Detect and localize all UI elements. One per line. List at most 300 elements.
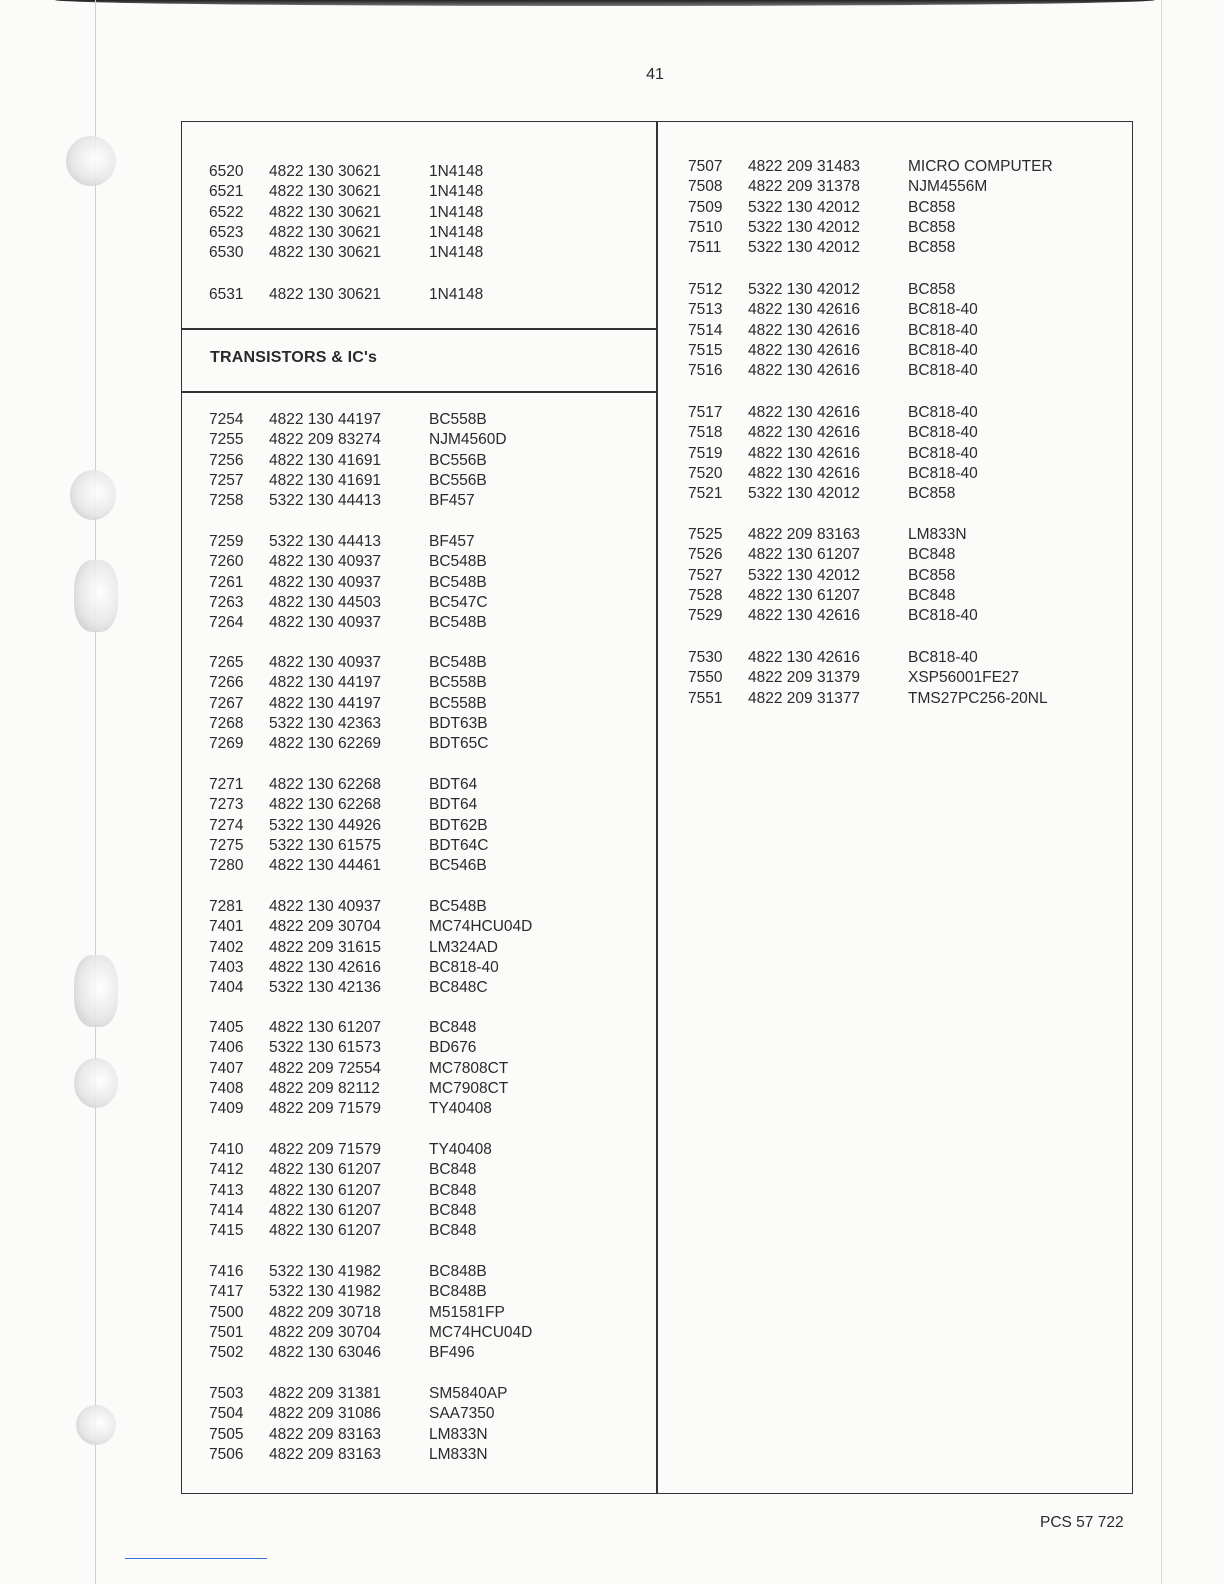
part-type: TMS27PC256-20NL — [908, 689, 1048, 707]
position-number: 7412 — [209, 1161, 244, 1179]
part-row — [209, 182, 483, 202]
part-code: 4822 209 31615 — [269, 938, 382, 956]
position-number: 7415 — [209, 1222, 244, 1240]
part-row — [688, 525, 978, 545]
part-type: BC858 — [908, 198, 956, 216]
position-number: 7530 — [688, 649, 723, 666]
page-number: 41 — [646, 66, 664, 83]
part-code: 4822 130 42616 — [269, 958, 382, 976]
position-number: 7521 — [688, 485, 723, 503]
part-type: BDT65C — [429, 735, 489, 753]
section-rule-top — [181, 328, 656, 330]
position-number: 7413 — [209, 1181, 244, 1199]
part-type: MC74HCU04D — [429, 918, 533, 936]
part-code: 4822 130 62268 — [269, 796, 382, 814]
part-row — [209, 856, 488, 876]
part-type: SM5840AP — [429, 1385, 508, 1402]
part-row — [209, 491, 507, 511]
position-number: 7263 — [209, 593, 244, 611]
part-type: 1N4148 — [429, 163, 484, 180]
part-row — [209, 532, 488, 552]
part-row — [209, 1099, 508, 1119]
part-code: 5322 130 42012 — [748, 566, 861, 584]
part-type: M51581FP — [429, 1303, 505, 1321]
position-number: 7264 — [209, 614, 244, 632]
part-row — [209, 917, 532, 937]
part-row — [688, 361, 978, 381]
part-code: 4822 209 31086 — [269, 1405, 382, 1423]
part-row — [209, 938, 532, 958]
position-number: 7401 — [209, 918, 244, 936]
part-row — [688, 668, 1048, 688]
position-number: 7403 — [209, 958, 244, 976]
part-type: MICRO COMPUTER — [908, 158, 1053, 175]
position-number: 7274 — [209, 816, 244, 834]
position-number: 7405 — [209, 1019, 244, 1036]
part-code: 4822 130 40937 — [269, 553, 382, 571]
position-number: 7509 — [688, 198, 723, 216]
position-number: 7269 — [209, 735, 244, 753]
parts-group — [209, 897, 532, 998]
part-code: 4822 130 44503 — [269, 593, 382, 611]
part-row — [688, 280, 978, 300]
part-code: 4822 209 31381 — [269, 1385, 382, 1402]
part-type: BC548B — [429, 573, 487, 591]
parts-group — [209, 1262, 532, 1363]
part-row — [688, 177, 1053, 197]
parts-group — [688, 157, 1053, 258]
part-code: 4822 130 40937 — [269, 654, 382, 671]
part-type: BC546B — [429, 857, 487, 875]
part-type: BDT62B — [429, 816, 488, 834]
part-type: LM833N — [908, 526, 967, 543]
part-row — [688, 218, 1053, 238]
part-type: BC818-40 — [908, 464, 978, 482]
part-type: BDT64C — [429, 836, 489, 854]
position-number: 7409 — [209, 1100, 244, 1118]
position-number: 7500 — [209, 1303, 244, 1321]
position-number: 7273 — [209, 796, 244, 814]
top-edge-shadow — [55, 0, 1155, 6]
part-row — [209, 1221, 492, 1241]
part-code: 4822 130 42616 — [748, 404, 861, 421]
position-number: 6521 — [209, 183, 244, 201]
part-row — [209, 1262, 532, 1282]
part-type: 1N4148 — [429, 244, 484, 262]
position-number: 7267 — [209, 694, 244, 712]
part-type: BC848B — [429, 1283, 487, 1301]
part-code: 4822 130 30621 — [269, 183, 382, 201]
part-code: 4822 130 30621 — [269, 223, 382, 241]
position-number: 7510 — [688, 218, 723, 236]
part-code: 4822 130 63046 — [269, 1344, 382, 1362]
position-number: 7507 — [688, 158, 723, 175]
part-type: BC548B — [429, 553, 487, 571]
part-code: 4822 209 72554 — [269, 1059, 382, 1077]
position-number: 7275 — [209, 836, 244, 854]
part-code: 4822 130 42616 — [748, 424, 861, 442]
binder-margin-line — [95, 0, 96, 1584]
part-code: 4822 209 71579 — [269, 1141, 382, 1158]
part-row — [209, 694, 488, 714]
part-type: 1N4148 — [429, 286, 484, 303]
position-number: 7402 — [209, 938, 244, 956]
position-number: 7503 — [209, 1385, 244, 1402]
part-type: BF457 — [429, 492, 475, 510]
punch-hole — [74, 560, 118, 632]
part-type: MC7808CT — [429, 1059, 509, 1077]
part-type: BC858 — [908, 281, 956, 298]
part-row — [209, 1018, 508, 1038]
part-row — [209, 1404, 507, 1424]
position-number: 7529 — [688, 607, 723, 625]
part-type: BC848C — [429, 979, 488, 997]
position-number: 7255 — [209, 431, 244, 449]
parts-group — [209, 285, 483, 305]
part-row — [209, 958, 532, 978]
part-type: BC558B — [429, 694, 487, 712]
part-code: 4822 209 83163 — [269, 1445, 382, 1463]
part-row — [209, 775, 488, 795]
part-code: 4822 130 42616 — [748, 362, 861, 380]
position-number: 7519 — [688, 444, 723, 462]
part-type: TY40408 — [429, 1100, 492, 1118]
part-code: 5322 130 44926 — [269, 816, 382, 834]
part-code: 5322 130 44413 — [269, 492, 382, 510]
position-number: 7410 — [209, 1141, 244, 1158]
part-type: NJM4556M — [908, 178, 988, 196]
part-row — [688, 648, 1048, 668]
part-type: BC858 — [908, 566, 956, 584]
part-code: 4822 209 31483 — [748, 158, 861, 175]
part-row — [209, 795, 488, 815]
part-type: BC818-40 — [908, 424, 978, 442]
part-code: 4822 130 40937 — [269, 614, 382, 632]
part-type: BC818-40 — [908, 301, 978, 319]
position-number: 7254 — [209, 411, 244, 428]
part-code: 4822 209 31378 — [748, 178, 861, 196]
part-code: 4822 130 44197 — [269, 674, 382, 692]
part-code: 5322 130 42012 — [748, 198, 861, 216]
parts-group — [209, 1140, 492, 1241]
part-row — [209, 836, 488, 856]
position-number: 7268 — [209, 714, 244, 732]
part-code: 4822 130 61207 — [748, 586, 861, 604]
position-number: 7271 — [209, 776, 244, 793]
part-type: BDT64 — [429, 776, 478, 793]
part-code: 4822 209 83274 — [269, 431, 382, 449]
part-code: 4822 130 40937 — [269, 573, 382, 591]
part-code: 5322 130 42012 — [748, 239, 861, 257]
part-code: 5322 130 41982 — [269, 1283, 382, 1301]
part-row — [209, 1038, 508, 1058]
part-code: 5322 130 44413 — [269, 533, 382, 550]
position-number: 7526 — [688, 546, 723, 564]
position-number: 7256 — [209, 451, 244, 469]
part-type: BC818-40 — [908, 444, 978, 462]
part-row — [209, 593, 488, 613]
parts-group — [688, 648, 1048, 709]
part-type: 1N4148 — [429, 203, 484, 221]
page-right-edge — [1161, 0, 1162, 1584]
part-code: 4822 130 42616 — [748, 607, 861, 625]
part-row — [688, 238, 1053, 258]
position-number: 7265 — [209, 654, 244, 671]
position-number: 7517 — [688, 404, 723, 421]
part-type: BC558B — [429, 674, 487, 692]
part-row — [209, 816, 488, 836]
part-row — [688, 484, 978, 504]
punch-hole — [74, 955, 118, 1027]
position-number: 7528 — [688, 586, 723, 604]
part-type: XSP56001FE27 — [908, 669, 1020, 687]
part-type: BC556B — [429, 451, 487, 469]
parts-group — [209, 410, 507, 511]
part-type: BC848 — [429, 1019, 477, 1036]
part-row — [209, 451, 507, 471]
parts-group — [209, 653, 488, 754]
part-row — [688, 606, 978, 626]
part-code: 5322 130 42012 — [748, 281, 861, 298]
part-type: BC848 — [908, 586, 956, 604]
part-type: BC848 — [429, 1181, 477, 1199]
part-row — [688, 464, 978, 484]
part-code: 4822 130 61207 — [269, 1161, 382, 1179]
part-row — [209, 243, 483, 263]
part-type: BC548B — [429, 898, 487, 915]
part-row — [209, 1181, 492, 1201]
part-row — [688, 689, 1048, 709]
part-row — [209, 673, 488, 693]
position-number: 7513 — [688, 301, 723, 319]
part-type: BC818-40 — [908, 607, 978, 625]
part-row — [209, 897, 532, 917]
part-type: BC818-40 — [908, 321, 978, 339]
section-heading: TRANSISTORS & IC's — [210, 349, 378, 366]
position-number: 7416 — [209, 1263, 244, 1280]
part-type: BDT64 — [429, 796, 478, 814]
position-number: 7257 — [209, 471, 244, 489]
part-code: 5322 130 42136 — [269, 979, 382, 997]
part-type: LM324AD — [429, 938, 498, 956]
part-type: BC548B — [429, 654, 487, 671]
position-number: 7281 — [209, 898, 244, 915]
position-number: 7258 — [209, 492, 244, 510]
part-type: BC858 — [908, 218, 956, 236]
position-number: 7550 — [688, 669, 723, 687]
part-type: BF496 — [429, 1344, 475, 1362]
position-number: 7417 — [209, 1283, 244, 1301]
part-row — [688, 444, 978, 464]
part-code: 4822 130 61207 — [269, 1019, 382, 1036]
part-type: BC858 — [908, 485, 956, 503]
part-type: BF457 — [429, 533, 475, 550]
part-row — [209, 552, 488, 572]
position-number: 7408 — [209, 1079, 244, 1097]
position-number: 7512 — [688, 281, 723, 298]
part-row — [688, 566, 978, 586]
part-type: NJM4560D — [429, 431, 507, 449]
part-type: BC547C — [429, 593, 488, 611]
part-type: BC858 — [908, 239, 956, 257]
part-type: BC848 — [908, 546, 956, 564]
part-code: 4822 130 42616 — [748, 649, 861, 666]
position-number: 7261 — [209, 573, 244, 591]
bottom-underline — [125, 1558, 267, 1559]
part-row — [688, 403, 978, 423]
part-row — [688, 586, 978, 606]
part-code: 4822 209 31379 — [748, 669, 861, 687]
part-code: 4822 130 61207 — [269, 1222, 382, 1240]
part-code: 4822 209 71579 — [269, 1100, 382, 1118]
part-code: 4822 209 83163 — [748, 526, 861, 543]
part-code: 4822 130 62268 — [269, 776, 382, 793]
punch-hole — [66, 136, 116, 186]
part-row — [688, 423, 978, 443]
position-number: 7407 — [209, 1059, 244, 1077]
part-code: 4822 130 42616 — [748, 321, 861, 339]
position-number: 6531 — [209, 286, 244, 303]
part-code: 4822 130 44461 — [269, 857, 382, 875]
part-code: 4822 130 42616 — [748, 301, 861, 319]
position-number: 7414 — [209, 1201, 244, 1219]
part-code: 5322 130 61575 — [269, 836, 382, 854]
position-number: 7514 — [688, 321, 723, 339]
part-row — [209, 714, 488, 734]
part-row — [688, 198, 1053, 218]
part-row — [209, 978, 532, 998]
part-row — [209, 285, 483, 305]
part-row — [209, 1160, 492, 1180]
position-number: 7516 — [688, 362, 723, 380]
part-type: 1N4148 — [429, 223, 484, 241]
position-number: 7525 — [688, 526, 723, 543]
part-code: 4822 130 30621 — [269, 244, 382, 262]
part-code: 4822 209 30704 — [269, 918, 382, 936]
part-type: BC848B — [429, 1263, 487, 1280]
part-type: BC818-40 — [908, 404, 978, 421]
part-row — [209, 1445, 507, 1465]
position-number: 7506 — [209, 1445, 244, 1463]
parts-group — [209, 532, 488, 633]
part-code: 4822 209 31377 — [748, 689, 861, 707]
part-code: 4822 130 41691 — [269, 451, 382, 469]
part-row — [209, 613, 488, 633]
part-code: 4822 209 82112 — [269, 1079, 380, 1097]
position-number: 7266 — [209, 674, 244, 692]
part-type: LM833N — [429, 1445, 488, 1463]
part-code: 4822 130 61207 — [748, 546, 861, 564]
document-code: PCS 57 722 — [1040, 1514, 1124, 1531]
part-code: 4822 130 44197 — [269, 694, 382, 712]
part-row — [688, 341, 978, 361]
part-type: BC548B — [429, 614, 487, 632]
punch-hole — [76, 1405, 116, 1445]
part-row — [209, 1303, 532, 1323]
punch-hole — [74, 1058, 118, 1108]
part-type: SAA7350 — [429, 1405, 495, 1423]
part-code: 5322 130 42012 — [748, 218, 861, 236]
parts-group — [209, 162, 483, 263]
position-number: 7508 — [688, 178, 723, 196]
part-type: BC818-40 — [908, 341, 978, 359]
part-row — [209, 653, 488, 673]
parts-group — [688, 280, 978, 381]
part-code: 4822 209 83163 — [269, 1425, 382, 1443]
part-code: 5322 130 42012 — [748, 485, 861, 503]
part-row — [688, 545, 978, 565]
part-code: 4822 130 42616 — [748, 341, 861, 359]
position-number: 6522 — [209, 203, 244, 221]
position-number: 7502 — [209, 1344, 244, 1362]
part-type: 1N4148 — [429, 183, 484, 201]
part-row — [209, 1079, 508, 1099]
part-row — [209, 1140, 492, 1160]
part-type: BC848 — [429, 1201, 477, 1219]
part-row — [688, 157, 1053, 177]
part-type: MC7908CT — [429, 1079, 509, 1097]
parts-group — [209, 1384, 507, 1465]
part-row — [209, 1201, 492, 1221]
part-type: BC848 — [429, 1222, 477, 1240]
part-type: BC556B — [429, 471, 487, 489]
position-number: 7527 — [688, 566, 723, 584]
position-number: 7406 — [209, 1039, 244, 1057]
section-rule-bottom — [181, 391, 656, 393]
position-number: 7404 — [209, 979, 244, 997]
part-type: BC558B — [429, 411, 487, 428]
position-number: 7504 — [209, 1405, 244, 1423]
part-code: 5322 130 61573 — [269, 1039, 382, 1057]
part-row — [209, 203, 483, 223]
part-type: BD676 — [429, 1039, 477, 1057]
part-type: MC74HCU04D — [429, 1323, 533, 1341]
position-number: 7511 — [688, 239, 722, 257]
part-row — [209, 734, 488, 754]
part-type: BDT63B — [429, 714, 488, 732]
position-number: 7551 — [688, 689, 723, 707]
position-number: 7515 — [688, 341, 723, 359]
part-row — [688, 300, 978, 320]
part-row — [688, 321, 978, 341]
part-code: 4822 130 40937 — [269, 898, 382, 915]
part-row — [209, 430, 507, 450]
part-type: BC848 — [429, 1161, 477, 1179]
column-divider — [656, 121, 658, 1494]
part-code: 4822 130 42616 — [748, 444, 861, 462]
part-code: 4822 130 44197 — [269, 411, 382, 428]
part-row — [209, 1343, 532, 1363]
position-number: 7280 — [209, 857, 244, 875]
part-row — [209, 1384, 507, 1404]
position-number: 7520 — [688, 464, 723, 482]
position-number: 6530 — [209, 244, 244, 262]
part-code: 4822 130 30621 — [269, 203, 382, 221]
part-row — [209, 223, 483, 243]
part-code: 4822 209 30718 — [269, 1303, 382, 1321]
parts-group — [688, 403, 978, 504]
part-row — [209, 573, 488, 593]
position-number: 7501 — [209, 1323, 244, 1341]
part-row — [209, 410, 507, 430]
part-code: 4822 130 41691 — [269, 471, 382, 489]
part-code: 5322 130 41982 — [269, 1263, 382, 1280]
part-code: 4822 130 30621 — [269, 286, 382, 303]
part-row — [209, 162, 483, 182]
part-row — [209, 471, 507, 491]
parts-group — [688, 525, 978, 626]
position-number: 7260 — [209, 553, 244, 571]
